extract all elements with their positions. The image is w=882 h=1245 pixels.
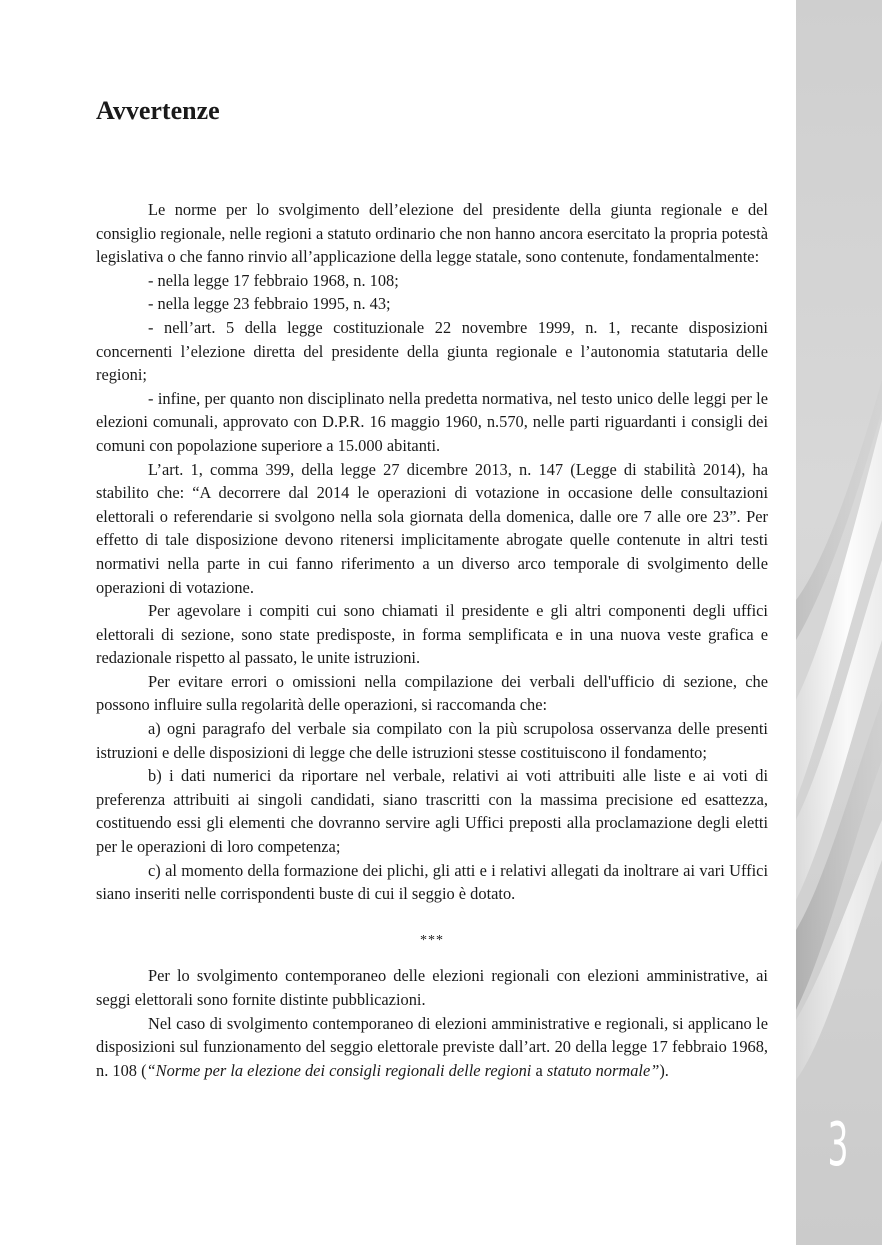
closing-text-end: ).	[659, 1060, 669, 1080]
closing-italic-title: “Norme per la elezione dei consigli regionali delle regioni	[146, 1060, 532, 1080]
closing-text-mid: a	[531, 1060, 547, 1080]
recommendation-a: a) ogni paragrafo del verbale sia compilato con la più scrupolosa osservanza delle presenti istruzioni e delle disposizioni di legge che delle istruzioni stesse costituiscono il fondamento;	[96, 719, 768, 762]
paragraph-simultaneous: Per lo svolgimento contemporaneo delle elezioni regionali con elezioni amministrative, ai seggi elettorali sono fornite distinte pubblicazioni.	[96, 966, 768, 1009]
page-number: 3	[827, 1110, 849, 1180]
closing-italic-title-end: statuto normale”	[546, 1060, 660, 1080]
decorative-sidebar	[796, 0, 882, 1245]
paragraph-intro: Le norme per lo svolgimento dell’elezione del presidente della giunta regionale e del consiglio regionale, nelle regioni a statuto ordinario che non hanno ancora esercitato la propria potestà legislativa o che fanno rinvio all’applicazione della legge statale, sono contenute, fondamentalmente:	[96, 200, 768, 267]
list-item-law-1968: - nella legge 17 febbraio 1968, n. 108;	[148, 270, 399, 290]
document-body	[96, 198, 768, 1082]
paragraph-avoid-errors: Per evitare errori o omissioni nella compilazione dei verbali dell'ufficio di sezione, che possono influire sulla regolarità delle operazioni, si raccomanda che:	[96, 671, 768, 715]
list-item-const-law-1999: - nell’art. 5 della legge costituzionale 22 novembre 1999, n. 1, recante disposizioni concernenti l’elezione diretta del presidente della giunta regionale e l’autonomia statutaria delle regioni;	[96, 317, 768, 385]
paragraph-instructions: Per agevolare i compiti cui sono chiamati il presidente e gli altri componenti degli uffici elettorali di sezione, sono state predisposte, in forma semplificata e in una nuova veste grafica e redazionale rispetto al passato, le unite istruzioni.	[96, 601, 768, 668]
closing-text-start: Nel caso di svolgimento contemporaneo di elezioni amministrative e regionali, si applicano le disposizioni sul funzionamento del seggio elettorale previste dall’art. 20 della legge 17 febbraio 1968, n. 108 (	[96, 1013, 768, 1080]
section-separator: ***	[420, 932, 444, 948]
recommendation-c: c) al momento della formazione dei plichi, gli atti e i relativi allegati da inoltrare ai vari Uffici siano inseriti nelle corrispondenti buste di cui il seggio è dotato.	[96, 860, 768, 904]
list-item-dpr-1960: - infine, per quanto non disciplinato nella predetta normativa, nel testo unico delle leggi per le elezioni comunali, approvato con D.P.R. 16 maggio 1960, n.570, nelle parti riguardanti i consigli dei comuni con popolazione superiore a 15.000 abitanti.	[96, 388, 768, 455]
paragraph-stability-law: L’art. 1, comma 399, della legge 27 dicembre 2013, n. 147 (Legge di stabilità 2014), ha stabilito che: “A decorrere dal 2014 le operazioni di votazione in occasione delle consultazioni elettorali o referendarie si svolgono nella sola giornata della domenica, dalle ore 7 alle ore 23”. Per effetto di tale disposizione devono ritenersi implicitamente abrogate quelle contenute in altri testi normativi nella parte in cui fanno riferimento a un diverso arco temporale di svolgimento delle operazioni di votazione.	[96, 459, 768, 597]
swoosh-graphic	[796, 0, 882, 1245]
paragraph-simultaneous-rules	[96, 1012, 768, 1083]
page-title: Avvertenze	[96, 96, 220, 125]
recommendation-b: b) i dati numerici da riportare nel verbale, relativi ai voti attribuiti alle liste e ai voti di preferenza attribuiti ai singoli candidati, siano trascritti con la massima precisione ed esattezza, costituendo essi gli elementi che dovranno servire agli Uffici preposti alla proclamazione degli eletti per le operazioni di loro competenza;	[96, 766, 768, 857]
list-item-law-1995: - nella legge 23 febbraio 1995, n. 43;	[148, 294, 391, 314]
